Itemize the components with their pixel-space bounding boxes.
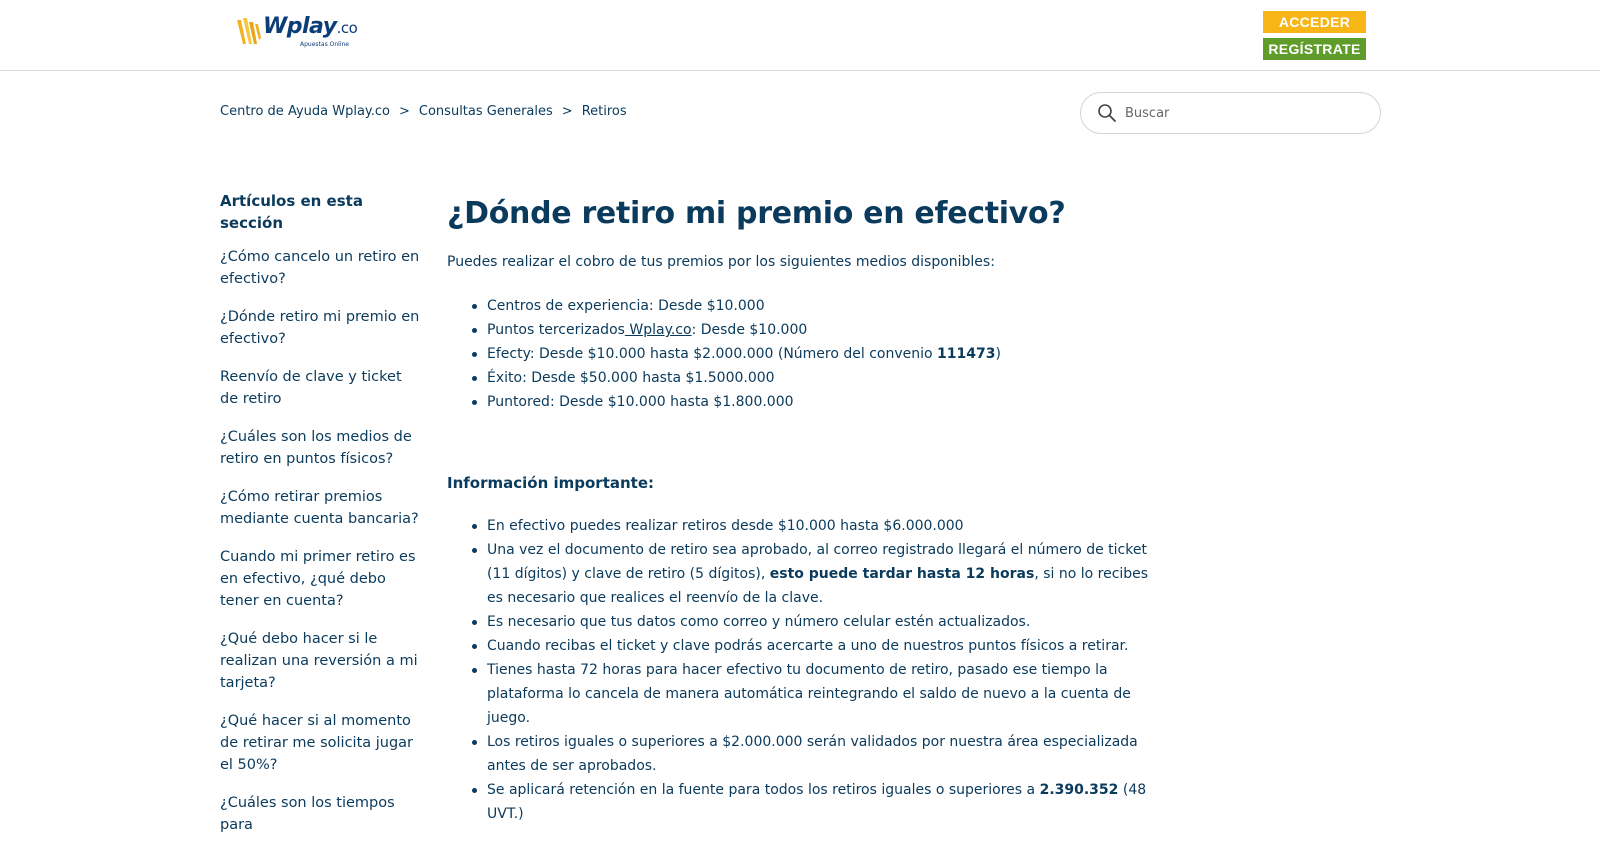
list-item: Una vez el documento de retiro sea aprobado, al correo registrado llegará el número de ticket (11 dígitos) y clave de retiro (5 dígitos), esto puede tardar hasta 12 horas, si no lo recibes es necesario que realices el reenvío de la clave.	[469, 538, 1167, 610]
top-bar	[0, 0, 1600, 71]
article-title: ¿Dónde retiro mi premio en efectivo?	[447, 196, 1066, 231]
sidebar-article-link[interactable]: Cuando mi primer retiro es en efectivo, ¿qué debo tener en cuenta?	[220, 549, 416, 609]
list-item: Puntos tercerizados Wplay.co: Desde $10.000	[469, 318, 1167, 342]
breadcrumb-withdrawals[interactable]: Retiros	[581, 104, 627, 119]
sidebar-article-link[interactable]: ¿Cómo retirar premios mediante cuenta bancaria?	[220, 489, 419, 527]
sidebar-article-link[interactable]: ¿Cuáles son los medios de retiro en puntos físicos?	[220, 429, 412, 467]
sidebar-article-link[interactable]: ¿Cuáles son los tiempos para	[220, 795, 395, 833]
sidebar-article-link[interactable]: ¿Cómo cancelo un retiro en efectivo?	[220, 249, 420, 287]
breadcrumb-separator: >	[561, 104, 573, 119]
sidebar-article-link[interactable]: ¿Qué debo hacer si le realizan una reversión a mi tarjeta?	[220, 631, 418, 691]
breadcrumb-help-center[interactable]: Centro de Ayuda Wplay.co	[220, 104, 390, 119]
withdrawal-methods-list	[447, 294, 1167, 414]
list-item: Es necesario que tus datos como correo y número celular estén actualizados.	[469, 610, 1167, 634]
list-item: Efecty: Desde $10.000 hasta $2.000.000 (Número del convenio 111473)	[469, 342, 1167, 366]
breadcrumb	[220, 104, 627, 119]
sidebar-article-link[interactable]: ¿Dónde retiro mi premio en efectivo?	[220, 309, 420, 347]
list-item: Puntored: Desde $10.000 hasta $1.800.000	[469, 390, 1167, 414]
list-item: En efectivo puedes realizar retiros desde $10.000 hasta $6.000.000	[469, 514, 1167, 538]
wplay-logo-mark-icon	[235, 14, 263, 48]
search-icon	[1097, 103, 1117, 123]
list-item: Éxito: Desde $50.000 hasta $1.5000.000	[469, 366, 1167, 390]
section-articles-sidebar	[220, 190, 420, 852]
logo-wordmark: Wplay.co	[263, 14, 358, 39]
sidebar-article-link[interactable]: ¿Qué hacer si al momento de retirar me solicita jugar el 50%?	[220, 713, 414, 773]
article-body	[447, 193, 1167, 826]
sidebar-title: Artículos en esta sección	[220, 192, 363, 232]
list-item: Centros de experiencia: Desde $10.000	[469, 294, 1167, 318]
list-item: Tienes hasta 72 horas para hacer efectivo tu documento de retiro, pasado ese tiempo la plataforma lo cancela de manera automática reintegrando el saldo de nuevo a la cuenta de juego.	[469, 658, 1167, 730]
important-info-heading: Información importante:	[447, 474, 655, 492]
search-input[interactable]	[1125, 106, 1365, 121]
list-item: Cuando recibas el ticket y clave podrás acercarte a uno de nuestros puntos físicos a retirar.	[469, 634, 1167, 658]
breadcrumb-separator: >	[399, 104, 410, 119]
wplay-logo[interactable]	[235, 14, 358, 52]
logo-tagline: Apuestas Online	[300, 41, 349, 48]
article-intro: Puedes realizar el cobro de tus premios por los siguientes medios disponibles:	[447, 254, 995, 270]
list-item: Se aplicará retención en la fuente para todos los retiros iguales o superiores a 2.390.352 (48 UVT.)	[469, 778, 1167, 826]
login-button[interactable]: ACCEDER	[1263, 11, 1366, 33]
register-button[interactable]: REGÍSTRATE	[1263, 38, 1366, 60]
sidebar-article-link[interactable]: Reenvío de clave y ticket de retiro	[220, 369, 402, 407]
breadcrumb-general-queries[interactable]: Consultas Generales	[418, 104, 553, 119]
search-box[interactable]	[1080, 92, 1381, 134]
important-info-list	[447, 514, 1167, 826]
wplay-link[interactable]: Wplay.co	[624, 322, 692, 338]
list-item: Los retiros iguales o superiores a $2.000.000 serán validados por nuestra área especializada antes de ser aprobados.	[469, 730, 1167, 778]
